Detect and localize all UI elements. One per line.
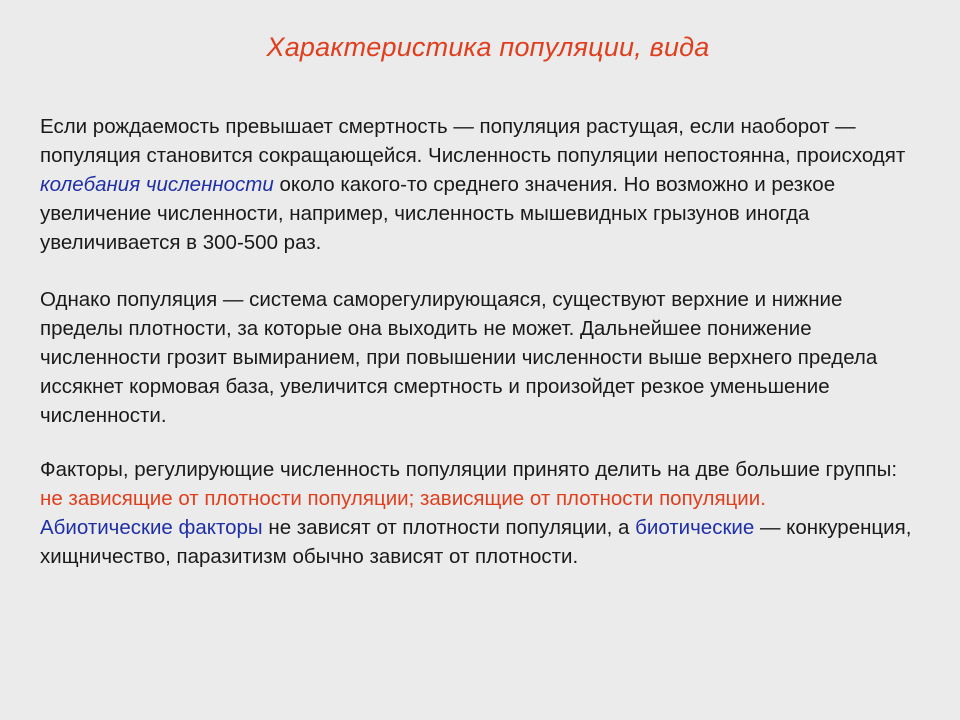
slide-title: Характеристика популяции, вида bbox=[266, 32, 710, 62]
paragraph-2-text: Однако популяция — система саморегулирующаяся, существуют верхние и нижние пределы плотности, за которые она выходить не может. Дальнейшее понижение численности грозит вымиранием, при повышении численности выше верхнего предела иссякнет кормовая база, увеличится смертность и произойдет резкое уменьшение численности. bbox=[40, 288, 878, 427]
paragraph-3-text-c: — конкуренция, хищничество, паразитизм обычно зависят от плотности. bbox=[40, 516, 912, 568]
paragraph-birth-death bbox=[40, 112, 920, 257]
paragraph-3-text-b: не зависят от плотности популяции, а bbox=[262, 516, 636, 539]
paragraph-1-text-b: около какого-то среднего значения. Но возможно и резкое увеличение численности, например, численность мышевидных грызунов иногда увеличивается в 300-500 раз. bbox=[40, 173, 836, 254]
highlight-fluctuations: колебания численности bbox=[40, 173, 274, 196]
paragraph-self-regulation bbox=[40, 285, 920, 430]
paragraph-1-text-a: Если рождаемость превышает смертность — популяция растущая, если наоборот — популяция становится сокращающейся. Численность популяции непостоянна, происходят bbox=[40, 115, 906, 167]
highlight-biotic: биотические bbox=[635, 516, 755, 539]
paragraph-factors bbox=[40, 455, 920, 571]
highlight-abiotic-factors: Абиотические факторы bbox=[40, 516, 263, 539]
highlight-density-groups: не зависящие от плотности популяции; зависящие от плотности популяции. bbox=[40, 487, 766, 510]
paragraph-3-text-a: Факторы, регулирующие численность популяции принято делить на две большие группы: bbox=[40, 458, 898, 481]
